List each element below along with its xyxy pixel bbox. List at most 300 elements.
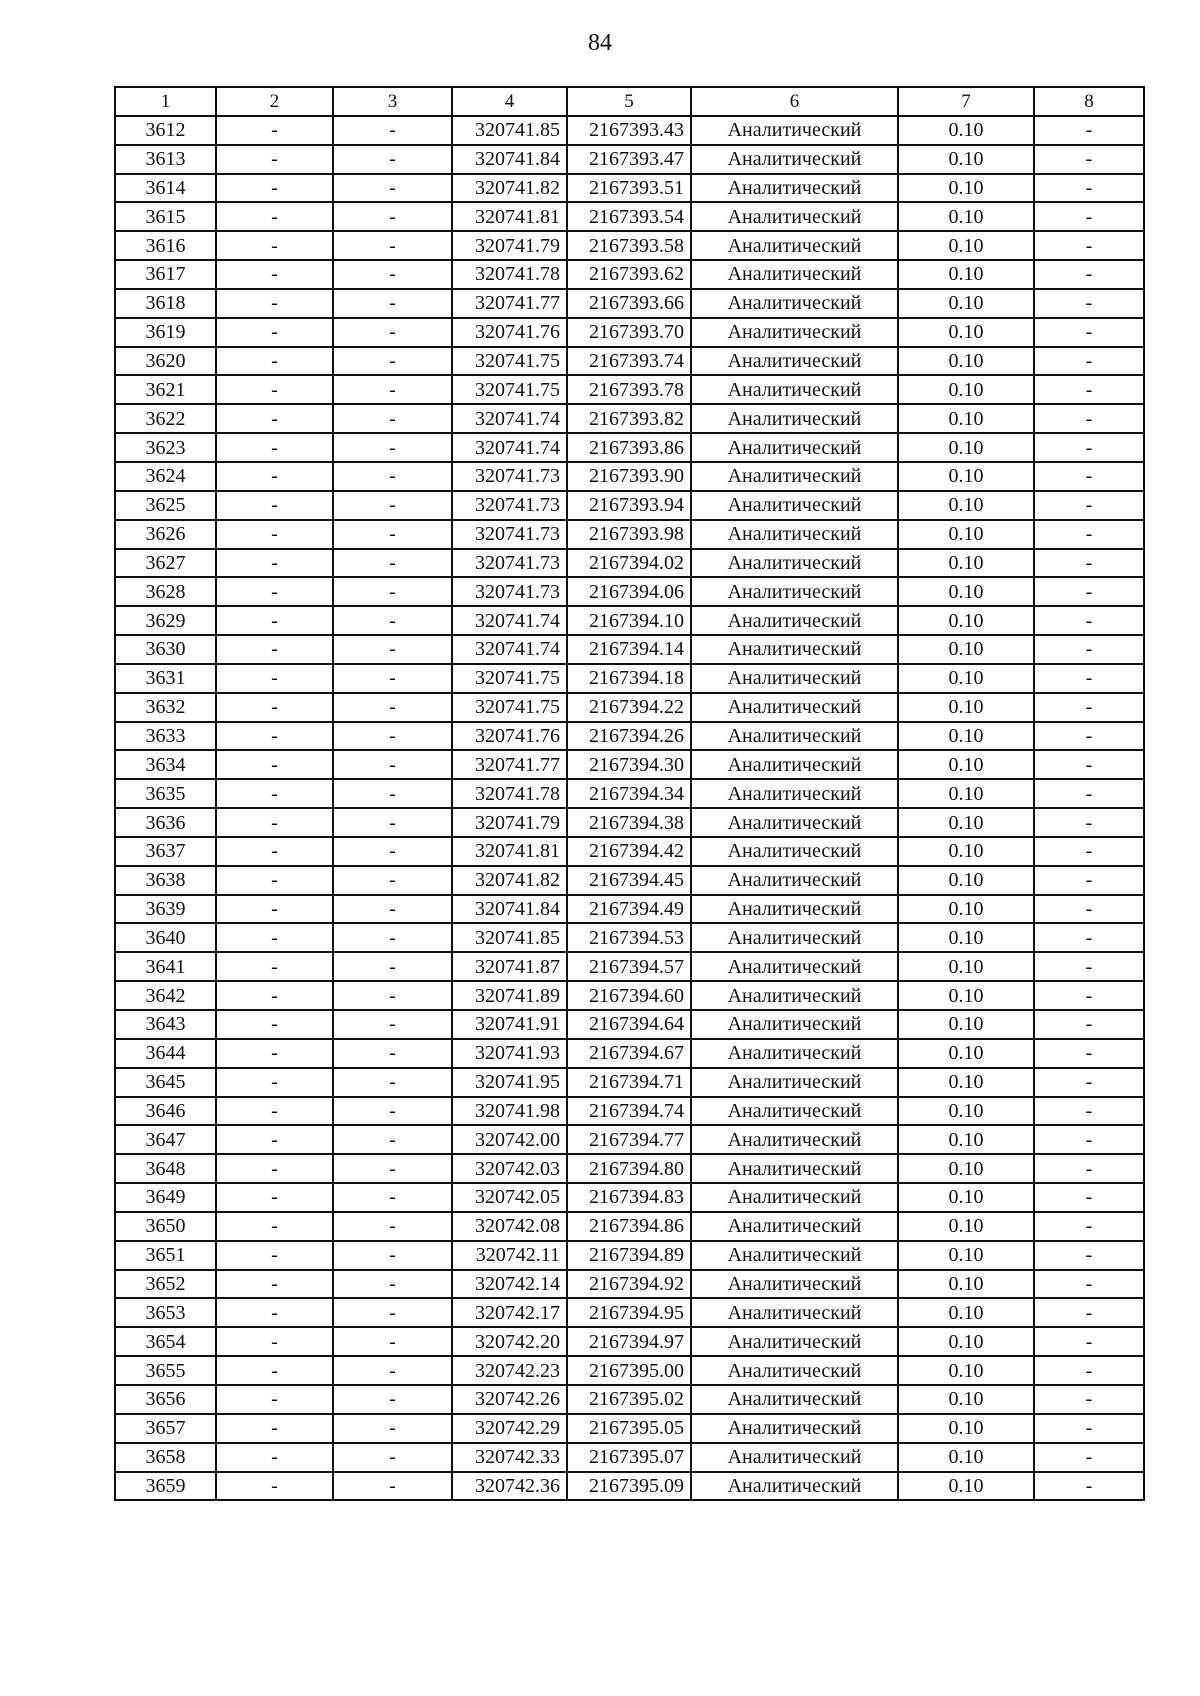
y-coordinate-cell: 2167393.86 xyxy=(567,433,691,462)
x-coordinate-cell: 320741.75 xyxy=(452,347,567,376)
method-cell: Аналитический xyxy=(691,952,898,981)
y-coordinate-cell: 2167395.02 xyxy=(567,1385,691,1414)
accuracy-cell: 0.10 xyxy=(898,923,1034,952)
point-number-cell: 3615 xyxy=(115,202,216,231)
col3-cell: - xyxy=(333,606,452,635)
method-cell: Аналитический xyxy=(691,462,898,491)
col2-cell: - xyxy=(216,404,333,433)
x-coordinate-cell: 320741.98 xyxy=(452,1097,567,1126)
method-cell: Аналитический xyxy=(691,1327,898,1356)
col8-cell: - xyxy=(1034,491,1144,520)
point-number-cell: 3635 xyxy=(115,779,216,808)
col2-cell: - xyxy=(216,462,333,491)
point-number-cell: 3621 xyxy=(115,375,216,404)
point-number-cell: 3624 xyxy=(115,462,216,491)
col8-cell: - xyxy=(1034,260,1144,289)
x-coordinate-cell: 320741.82 xyxy=(452,174,567,203)
point-number-cell: 3649 xyxy=(115,1183,216,1212)
col2-cell: - xyxy=(216,1385,333,1414)
y-coordinate-cell: 2167394.49 xyxy=(567,895,691,924)
table-body xyxy=(115,87,1144,1500)
col8-cell: - xyxy=(1034,837,1144,866)
col3-cell: - xyxy=(333,1270,452,1299)
header-cell: 6 xyxy=(691,87,898,116)
method-cell: Аналитический xyxy=(691,491,898,520)
accuracy-cell: 0.10 xyxy=(898,375,1034,404)
accuracy-cell: 0.10 xyxy=(898,491,1034,520)
col3-cell: - xyxy=(333,635,452,664)
col8-cell: - xyxy=(1034,981,1144,1010)
method-cell: Аналитический xyxy=(691,837,898,866)
col2-cell: - xyxy=(216,1414,333,1443)
table-row xyxy=(115,375,1144,404)
table-row xyxy=(115,923,1144,952)
accuracy-cell: 0.10 xyxy=(898,981,1034,1010)
accuracy-cell: 0.10 xyxy=(898,1385,1034,1414)
col8-cell: - xyxy=(1034,433,1144,462)
col3-cell: - xyxy=(333,1414,452,1443)
point-number-cell: 3612 xyxy=(115,116,216,145)
y-coordinate-cell: 2167395.00 xyxy=(567,1356,691,1385)
method-cell: Аналитический xyxy=(691,1298,898,1327)
table-row xyxy=(115,664,1144,693)
point-number-cell: 3629 xyxy=(115,606,216,635)
table-row xyxy=(115,1183,1144,1212)
col8-cell: - xyxy=(1034,375,1144,404)
accuracy-cell: 0.10 xyxy=(898,433,1034,462)
y-coordinate-cell: 2167393.58 xyxy=(567,231,691,260)
col3-cell: - xyxy=(333,981,452,1010)
point-number-cell: 3642 xyxy=(115,981,216,1010)
table-row xyxy=(115,606,1144,635)
col8-cell: - xyxy=(1034,750,1144,779)
method-cell: Аналитический xyxy=(691,895,898,924)
col8-cell: - xyxy=(1034,318,1144,347)
x-coordinate-cell: 320741.79 xyxy=(452,808,567,837)
table-row xyxy=(115,1443,1144,1472)
col3-cell: - xyxy=(333,462,452,491)
col8-cell: - xyxy=(1034,1270,1144,1299)
col2-cell: - xyxy=(216,1472,333,1501)
x-coordinate-cell: 320741.85 xyxy=(452,116,567,145)
x-coordinate-cell: 320742.11 xyxy=(452,1241,567,1270)
col3-cell: - xyxy=(333,1327,452,1356)
col8-cell: - xyxy=(1034,693,1144,722)
col8-cell: - xyxy=(1034,347,1144,376)
col3-cell: - xyxy=(333,433,452,462)
col8-cell: - xyxy=(1034,923,1144,952)
x-coordinate-cell: 320742.23 xyxy=(452,1356,567,1385)
col2-cell: - xyxy=(216,1298,333,1327)
col8-cell: - xyxy=(1034,1154,1144,1183)
col3-cell: - xyxy=(333,866,452,895)
x-coordinate-cell: 320741.76 xyxy=(452,722,567,751)
point-number-cell: 3652 xyxy=(115,1270,216,1299)
col3-cell: - xyxy=(333,491,452,520)
col2-cell: - xyxy=(216,1125,333,1154)
accuracy-cell: 0.10 xyxy=(898,260,1034,289)
accuracy-cell: 0.10 xyxy=(898,779,1034,808)
method-cell: Аналитический xyxy=(691,404,898,433)
accuracy-cell: 0.10 xyxy=(898,1068,1034,1097)
accuracy-cell: 0.10 xyxy=(898,347,1034,376)
x-coordinate-cell: 320741.81 xyxy=(452,202,567,231)
table-row xyxy=(115,577,1144,606)
y-coordinate-cell: 2167394.45 xyxy=(567,866,691,895)
col8-cell: - xyxy=(1034,1183,1144,1212)
col3-cell: - xyxy=(333,952,452,981)
col2-cell: - xyxy=(216,635,333,664)
point-number-cell: 3631 xyxy=(115,664,216,693)
col8-cell: - xyxy=(1034,1298,1144,1327)
table-row xyxy=(115,145,1144,174)
coordinates-table xyxy=(114,86,1145,1501)
y-coordinate-cell: 2167393.94 xyxy=(567,491,691,520)
col2-cell: - xyxy=(216,1039,333,1068)
col8-cell: - xyxy=(1034,1010,1144,1039)
point-number-cell: 3640 xyxy=(115,923,216,952)
method-cell: Аналитический xyxy=(691,635,898,664)
col3-cell: - xyxy=(333,1212,452,1241)
point-number-cell: 3645 xyxy=(115,1068,216,1097)
table-row xyxy=(115,231,1144,260)
method-cell: Аналитический xyxy=(691,520,898,549)
table-row xyxy=(115,1414,1144,1443)
accuracy-cell: 0.10 xyxy=(898,318,1034,347)
accuracy-cell: 0.10 xyxy=(898,693,1034,722)
table-row xyxy=(115,347,1144,376)
x-coordinate-cell: 320742.03 xyxy=(452,1154,567,1183)
col3-cell: - xyxy=(333,145,452,174)
col2-cell: - xyxy=(216,491,333,520)
y-coordinate-cell: 2167394.22 xyxy=(567,693,691,722)
method-cell: Аналитический xyxy=(691,549,898,578)
col8-cell: - xyxy=(1034,520,1144,549)
col8-cell: - xyxy=(1034,462,1144,491)
accuracy-cell: 0.10 xyxy=(898,866,1034,895)
point-number-cell: 3650 xyxy=(115,1212,216,1241)
y-coordinate-cell: 2167393.54 xyxy=(567,202,691,231)
table-row xyxy=(115,693,1144,722)
method-cell: Аналитический xyxy=(691,1154,898,1183)
method-cell: Аналитический xyxy=(691,433,898,462)
col2-cell: - xyxy=(216,289,333,318)
y-coordinate-cell: 2167394.14 xyxy=(567,635,691,664)
table-row xyxy=(115,722,1144,751)
x-coordinate-cell: 320742.08 xyxy=(452,1212,567,1241)
accuracy-cell: 0.10 xyxy=(898,1212,1034,1241)
x-coordinate-cell: 320741.74 xyxy=(452,635,567,664)
table-row xyxy=(115,318,1144,347)
accuracy-cell: 0.10 xyxy=(898,520,1034,549)
x-coordinate-cell: 320742.20 xyxy=(452,1327,567,1356)
method-cell: Аналитический xyxy=(691,866,898,895)
method-cell: Аналитический xyxy=(691,693,898,722)
accuracy-cell: 0.10 xyxy=(898,174,1034,203)
table-row xyxy=(115,1010,1144,1039)
method-cell: Аналитический xyxy=(691,145,898,174)
accuracy-cell: 0.10 xyxy=(898,577,1034,606)
point-number-cell: 3646 xyxy=(115,1097,216,1126)
col3-cell: - xyxy=(333,1385,452,1414)
col2-cell: - xyxy=(216,1010,333,1039)
method-cell: Аналитический xyxy=(691,750,898,779)
col3-cell: - xyxy=(333,202,452,231)
x-coordinate-cell: 320741.78 xyxy=(452,779,567,808)
point-number-cell: 3622 xyxy=(115,404,216,433)
col2-cell: - xyxy=(216,549,333,578)
y-coordinate-cell: 2167393.51 xyxy=(567,174,691,203)
col2-cell: - xyxy=(216,174,333,203)
col2-cell: - xyxy=(216,1212,333,1241)
accuracy-cell: 0.10 xyxy=(898,1443,1034,1472)
header-cell: 8 xyxy=(1034,87,1144,116)
col2-cell: - xyxy=(216,664,333,693)
col8-cell: - xyxy=(1034,1068,1144,1097)
col3-cell: - xyxy=(333,923,452,952)
col2-cell: - xyxy=(216,433,333,462)
point-number-cell: 3627 xyxy=(115,549,216,578)
y-coordinate-cell: 2167393.62 xyxy=(567,260,691,289)
table-row xyxy=(115,837,1144,866)
col3-cell: - xyxy=(333,1241,452,1270)
y-coordinate-cell: 2167393.70 xyxy=(567,318,691,347)
x-coordinate-cell: 320741.73 xyxy=(452,549,567,578)
accuracy-cell: 0.10 xyxy=(898,1010,1034,1039)
accuracy-cell: 0.10 xyxy=(898,1327,1034,1356)
header-cell: 4 xyxy=(452,87,567,116)
col2-cell: - xyxy=(216,375,333,404)
y-coordinate-cell: 2167394.64 xyxy=(567,1010,691,1039)
x-coordinate-cell: 320741.73 xyxy=(452,520,567,549)
accuracy-cell: 0.10 xyxy=(898,1356,1034,1385)
accuracy-cell: 0.10 xyxy=(898,635,1034,664)
method-cell: Аналитический xyxy=(691,174,898,203)
y-coordinate-cell: 2167394.60 xyxy=(567,981,691,1010)
method-cell: Аналитический xyxy=(691,375,898,404)
point-number-cell: 3634 xyxy=(115,750,216,779)
method-cell: Аналитический xyxy=(691,1039,898,1068)
method-cell: Аналитический xyxy=(691,808,898,837)
point-number-cell: 3619 xyxy=(115,318,216,347)
col8-cell: - xyxy=(1034,1472,1144,1501)
x-coordinate-cell: 320741.95 xyxy=(452,1068,567,1097)
col2-cell: - xyxy=(216,145,333,174)
table-row xyxy=(115,1154,1144,1183)
col3-cell: - xyxy=(333,1183,452,1212)
col3-cell: - xyxy=(333,722,452,751)
y-coordinate-cell: 2167394.57 xyxy=(567,952,691,981)
col3-cell: - xyxy=(333,289,452,318)
x-coordinate-cell: 320741.84 xyxy=(452,895,567,924)
table-row xyxy=(115,462,1144,491)
y-coordinate-cell: 2167394.67 xyxy=(567,1039,691,1068)
method-cell: Аналитический xyxy=(691,1385,898,1414)
table-row xyxy=(115,750,1144,779)
y-coordinate-cell: 2167393.78 xyxy=(567,375,691,404)
method-cell: Аналитический xyxy=(691,1356,898,1385)
point-number-cell: 3620 xyxy=(115,347,216,376)
col8-cell: - xyxy=(1034,1241,1144,1270)
point-number-cell: 3654 xyxy=(115,1327,216,1356)
accuracy-cell: 0.10 xyxy=(898,722,1034,751)
accuracy-cell: 0.10 xyxy=(898,1414,1034,1443)
y-coordinate-cell: 2167395.07 xyxy=(567,1443,691,1472)
point-number-cell: 3638 xyxy=(115,866,216,895)
col8-cell: - xyxy=(1034,1385,1144,1414)
col2-cell: - xyxy=(216,1068,333,1097)
table-row xyxy=(115,1385,1144,1414)
x-coordinate-cell: 320741.84 xyxy=(452,145,567,174)
col2-cell: - xyxy=(216,923,333,952)
col2-cell: - xyxy=(216,1443,333,1472)
method-cell: Аналитический xyxy=(691,231,898,260)
col2-cell: - xyxy=(216,981,333,1010)
accuracy-cell: 0.10 xyxy=(898,549,1034,578)
col8-cell: - xyxy=(1034,116,1144,145)
col8-cell: - xyxy=(1034,1097,1144,1126)
y-coordinate-cell: 2167394.86 xyxy=(567,1212,691,1241)
y-coordinate-cell: 2167394.83 xyxy=(567,1183,691,1212)
point-number-cell: 3653 xyxy=(115,1298,216,1327)
x-coordinate-cell: 320741.87 xyxy=(452,952,567,981)
col3-cell: - xyxy=(333,1010,452,1039)
point-number-cell: 3632 xyxy=(115,693,216,722)
accuracy-cell: 0.10 xyxy=(898,808,1034,837)
header-cell: 5 xyxy=(567,87,691,116)
y-coordinate-cell: 2167393.98 xyxy=(567,520,691,549)
col3-cell: - xyxy=(333,318,452,347)
method-cell: Аналитический xyxy=(691,1414,898,1443)
accuracy-cell: 0.10 xyxy=(898,1472,1034,1501)
point-number-cell: 3633 xyxy=(115,722,216,751)
col2-cell: - xyxy=(216,1183,333,1212)
point-number-cell: 3644 xyxy=(115,1039,216,1068)
point-number-cell: 3655 xyxy=(115,1356,216,1385)
accuracy-cell: 0.10 xyxy=(898,750,1034,779)
col8-cell: - xyxy=(1034,1212,1144,1241)
col3-cell: - xyxy=(333,520,452,549)
table-row xyxy=(115,1472,1144,1501)
col8-cell: - xyxy=(1034,1443,1144,1472)
x-coordinate-cell: 320741.81 xyxy=(452,837,567,866)
col2-cell: - xyxy=(216,577,333,606)
point-number-cell: 3616 xyxy=(115,231,216,260)
table-row xyxy=(115,808,1144,837)
method-cell: Аналитический xyxy=(691,260,898,289)
table-row xyxy=(115,174,1144,203)
col8-cell: - xyxy=(1034,202,1144,231)
col3-cell: - xyxy=(333,260,452,289)
col2-cell: - xyxy=(216,1097,333,1126)
y-coordinate-cell: 2167394.95 xyxy=(567,1298,691,1327)
table-row xyxy=(115,1068,1144,1097)
method-cell: Аналитический xyxy=(691,116,898,145)
accuracy-cell: 0.10 xyxy=(898,606,1034,635)
col2-cell: - xyxy=(216,837,333,866)
y-coordinate-cell: 2167394.80 xyxy=(567,1154,691,1183)
y-coordinate-cell: 2167395.09 xyxy=(567,1472,691,1501)
table-row xyxy=(115,1039,1144,1068)
accuracy-cell: 0.10 xyxy=(898,289,1034,318)
y-coordinate-cell: 2167393.66 xyxy=(567,289,691,318)
x-coordinate-cell: 320741.76 xyxy=(452,318,567,347)
col3-cell: - xyxy=(333,347,452,376)
x-coordinate-cell: 320741.74 xyxy=(452,433,567,462)
col3-cell: - xyxy=(333,1443,452,1472)
col2-cell: - xyxy=(216,202,333,231)
x-coordinate-cell: 320741.89 xyxy=(452,981,567,1010)
y-coordinate-cell: 2167394.26 xyxy=(567,722,691,751)
col3-cell: - xyxy=(333,895,452,924)
x-coordinate-cell: 320742.17 xyxy=(452,1298,567,1327)
x-coordinate-cell: 320741.75 xyxy=(452,664,567,693)
point-number-cell: 3648 xyxy=(115,1154,216,1183)
col2-cell: - xyxy=(216,808,333,837)
col3-cell: - xyxy=(333,1039,452,1068)
x-coordinate-cell: 320742.33 xyxy=(452,1443,567,1472)
y-coordinate-cell: 2167393.47 xyxy=(567,145,691,174)
point-number-cell: 3647 xyxy=(115,1125,216,1154)
y-coordinate-cell: 2167394.30 xyxy=(567,750,691,779)
table-row xyxy=(115,260,1144,289)
y-coordinate-cell: 2167394.74 xyxy=(567,1097,691,1126)
point-number-cell: 3630 xyxy=(115,635,216,664)
col3-cell: - xyxy=(333,808,452,837)
col2-cell: - xyxy=(216,722,333,751)
method-cell: Аналитический xyxy=(691,1241,898,1270)
method-cell: Аналитический xyxy=(691,1097,898,1126)
table-row xyxy=(115,1327,1144,1356)
y-coordinate-cell: 2167394.89 xyxy=(567,1241,691,1270)
col8-cell: - xyxy=(1034,174,1144,203)
table-row xyxy=(115,1241,1144,1270)
col2-cell: - xyxy=(216,779,333,808)
col3-cell: - xyxy=(333,837,452,866)
col8-cell: - xyxy=(1034,606,1144,635)
col3-cell: - xyxy=(333,549,452,578)
x-coordinate-cell: 320741.75 xyxy=(452,375,567,404)
y-coordinate-cell: 2167394.92 xyxy=(567,1270,691,1299)
col8-cell: - xyxy=(1034,779,1144,808)
col3-cell: - xyxy=(333,1298,452,1327)
col3-cell: - xyxy=(333,404,452,433)
header-cell: 7 xyxy=(898,87,1034,116)
table-row xyxy=(115,520,1144,549)
x-coordinate-cell: 320741.77 xyxy=(452,289,567,318)
col8-cell: - xyxy=(1034,1414,1144,1443)
col8-cell: - xyxy=(1034,952,1144,981)
method-cell: Аналитический xyxy=(691,1068,898,1097)
x-coordinate-cell: 320741.85 xyxy=(452,923,567,952)
point-number-cell: 3614 xyxy=(115,174,216,203)
col3-cell: - xyxy=(333,664,452,693)
x-coordinate-cell: 320741.74 xyxy=(452,404,567,433)
method-cell: Аналитический xyxy=(691,577,898,606)
col8-cell: - xyxy=(1034,664,1144,693)
table-row xyxy=(115,1125,1144,1154)
y-coordinate-cell: 2167393.90 xyxy=(567,462,691,491)
col3-cell: - xyxy=(333,375,452,404)
table-row xyxy=(115,202,1144,231)
point-number-cell: 3656 xyxy=(115,1385,216,1414)
accuracy-cell: 0.10 xyxy=(898,145,1034,174)
accuracy-cell: 0.10 xyxy=(898,231,1034,260)
col3-cell: - xyxy=(333,750,452,779)
y-coordinate-cell: 2167394.06 xyxy=(567,577,691,606)
table-row xyxy=(115,1270,1144,1299)
method-cell: Аналитический xyxy=(691,1010,898,1039)
